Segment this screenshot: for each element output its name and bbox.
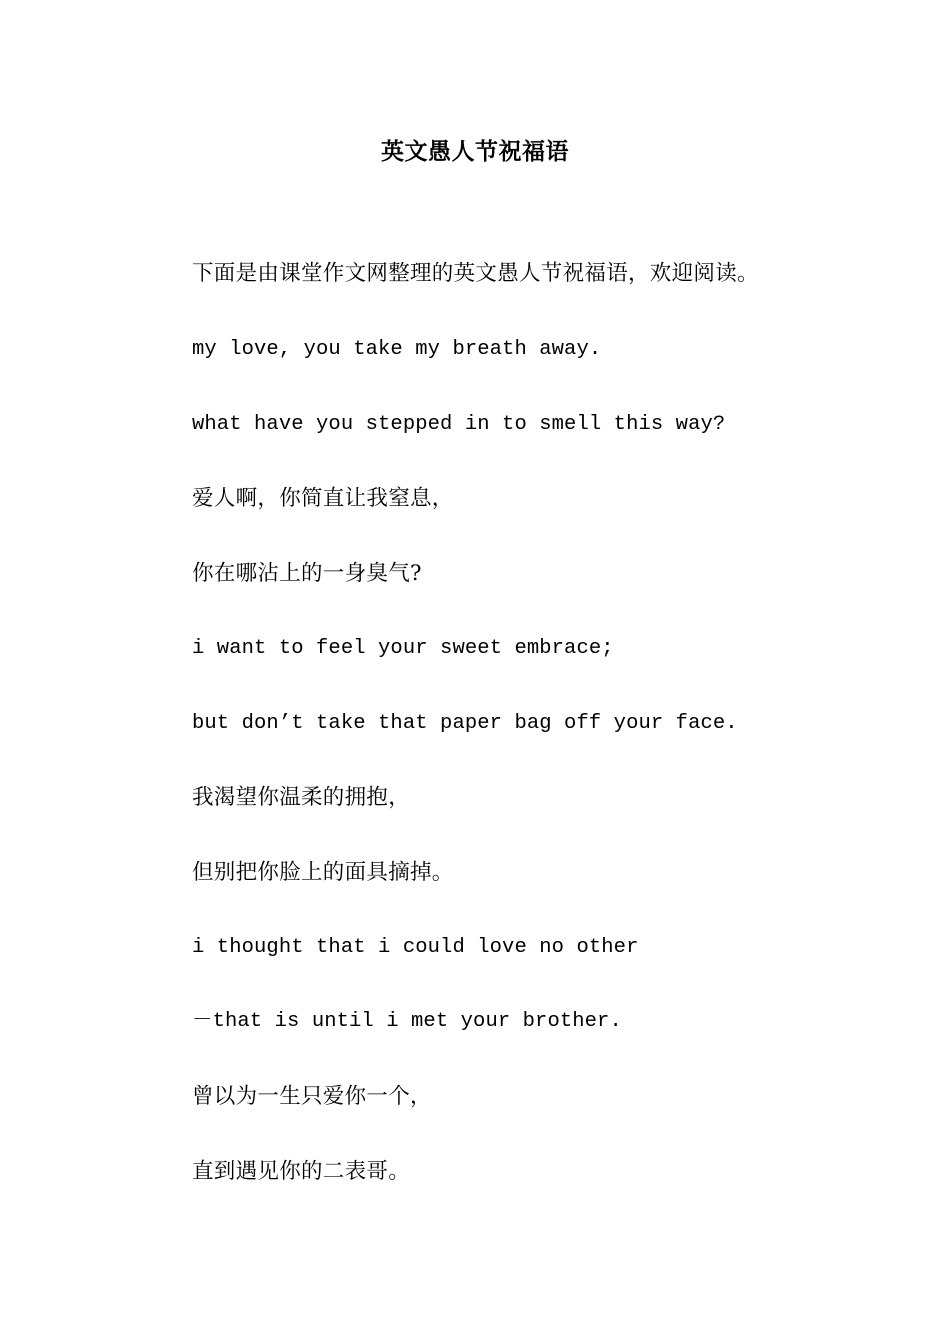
poem-line-chinese: 曾以为一生只爱你一个，	[192, 1084, 432, 1109]
poem-line-chinese: 爱人啊，你简直让我窒息，	[192, 486, 454, 511]
poem-line-english: what have you stepped in to smell this way?	[192, 413, 726, 436]
poem-line-english: －that is until i met your brother.	[192, 1010, 622, 1033]
poem-line-english: my love, you take my breath away.	[192, 338, 602, 361]
poem-line-chinese: 你在哪沾上的一身臭气?	[192, 561, 422, 586]
intro-paragraph: 下面是由课堂作文网整理的英文愚人节祝福语，欢迎阅读。	[192, 261, 759, 286]
poem-line-english: but don’t take that paper bag off your face.	[192, 712, 738, 735]
poem-line-chinese: 直到遇见你的二表哥。	[192, 1159, 411, 1184]
poem-line-english: i thought that i could love no other	[192, 936, 639, 959]
poem-line-chinese: 但别把你脸上的面具摘掉。	[192, 860, 454, 885]
poem-line-chinese: 我渴望你温柔的拥抱，	[192, 785, 411, 810]
document-title: 英文愚人节祝福语	[381, 138, 569, 165]
poem-line-english: i want to feel your sweet embrace;	[192, 637, 614, 660]
